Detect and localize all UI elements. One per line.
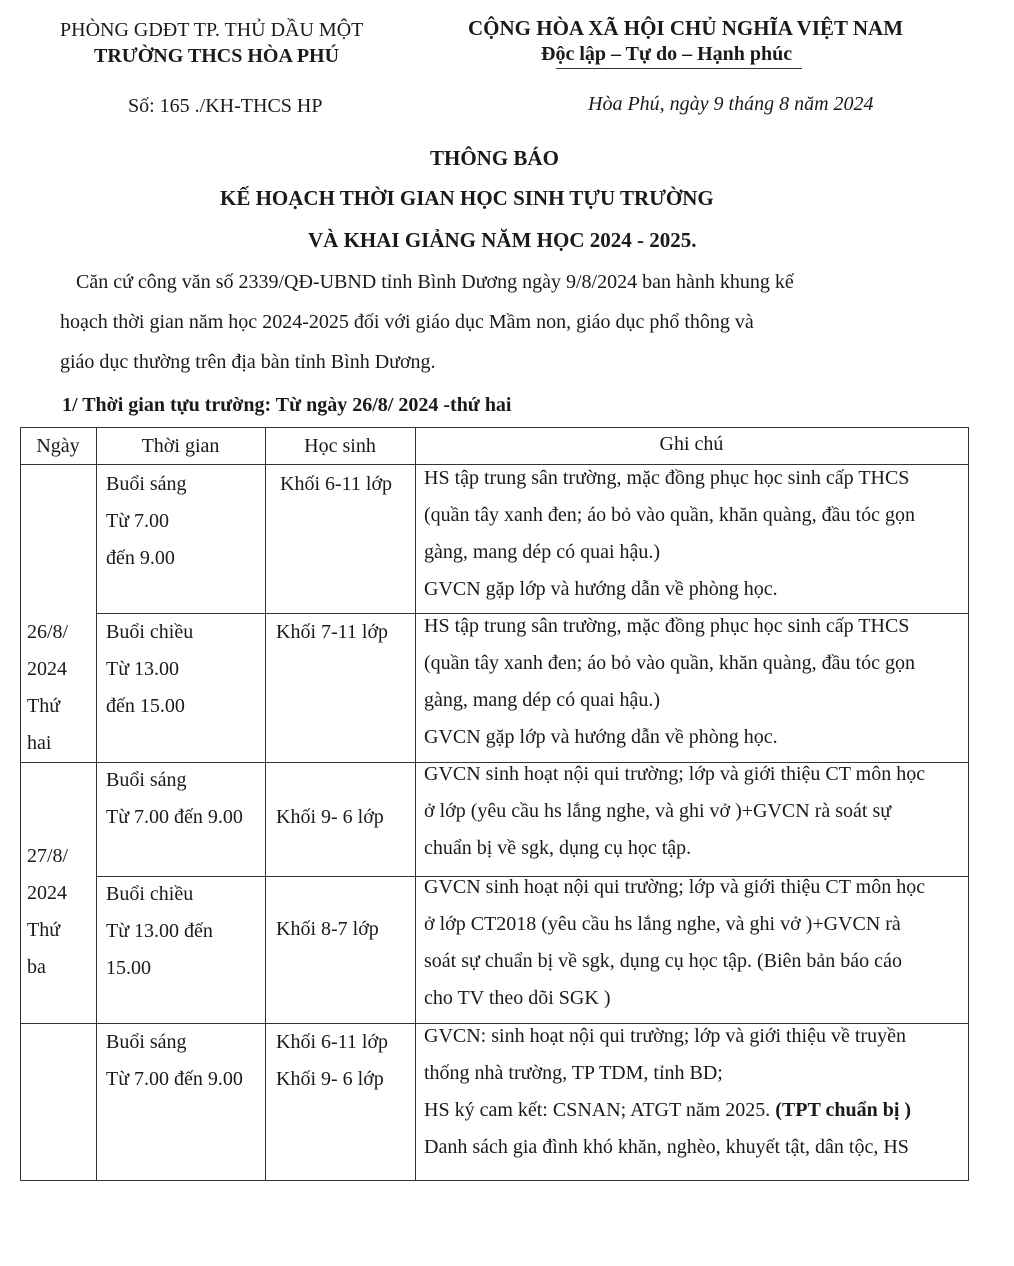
notes-cell: GVCN: sinh hoạt nội qui trường; lớp và giới thiệu về truyền thống nhà trường, TP TDM, tỉnh BD; HS ký cam kết: CSNAN; ATGT năm 2025. (TPT chuẩn bị ) Danh sách gia đình khó khăn, nghèo, khuyết tật, dân tộc, HS xyxy=(424,1025,912,1158)
table-border xyxy=(20,427,21,1181)
intro-line: hoạch thời gian năm học 2024-2025 đối với giáo dục Mầm non, giáo dục phổ thông và xyxy=(60,311,754,333)
notes-cell: HS tập trung sân trường, mặc đồng phục học sinh cấp THCS (quần tây xanh đen; áo bỏ vào quần, khăn quàng, đầu tóc gọn gàng, mang dép có quai hậu.) GVCN gặp lớp và hướng dẫn về phòng học. xyxy=(424,615,915,748)
issuer-agency: PHÒNG GDĐT TP. THỦ DẦU MỘT xyxy=(60,19,364,41)
document-subtitle-1: KẾ HOẠCH THỜI GIAN HỌC SINH TỰU TRƯỜNG xyxy=(220,186,714,210)
document-title: THÔNG BÁO xyxy=(430,146,559,170)
intro-line: giáo dục thường trên địa bàn tỉnh Bình Dương. xyxy=(60,351,436,373)
motto-underline xyxy=(556,68,802,69)
notes-cell: HS tập trung sân trường, mặc đồng phục học sinh cấp THCS (quần tây xanh đen; áo bỏ vào quần, khăn quàng, đầu tóc gọn gàng, mang dép có quai hậu.) GVCN gặp lớp và hướng dẫn về phòng học. xyxy=(424,467,915,600)
document-number: Số: 165 ./KH-THCS HP xyxy=(128,95,323,117)
notes-cell: GVCN sinh hoạt nội qui trường; lớp và giới thiệu CT môn học ở lớp CT2018 (yêu cầu hs lắng nghe, và ghi vở )+GVCN rà soát sự chuẩn bị về sgk, dụng cụ học tập. (Biên bản báo cáo cho TV theo dõi SGK ) xyxy=(424,876,926,1009)
notes-line-with-bold: HS ký cam kết: CSNAN; ATGT năm 2025. (TPT chuẩn bị ) xyxy=(424,1099,912,1121)
students-cell: Khối 6-11 lớp xyxy=(280,473,393,495)
table-border xyxy=(20,1180,969,1181)
table-border xyxy=(968,427,969,1181)
date-cell: 26/8/ 2024 Thứ hai xyxy=(27,621,69,754)
table-border xyxy=(265,427,266,1181)
students-cell: Khối 6-11 lớp Khối 9- 6 lớp xyxy=(276,1031,389,1090)
table-border xyxy=(96,427,97,1181)
intro-line: Căn cứ công văn số 2339/QĐ-UBND tỉnh Bình Dương ngày 9/8/2024 ban hành khung kế xyxy=(76,271,794,293)
time-cell: Buổi sáng Từ 7.00 đến 9.00 xyxy=(106,1031,243,1090)
table-border xyxy=(415,427,416,1181)
time-cell: Buổi sáng Từ 7.00 đến 9.00 xyxy=(106,769,243,828)
document-subtitle-2: VÀ KHAI GIẢNG NĂM HỌC 2024 - 2025. xyxy=(308,228,697,252)
column-header-students: Học sinh xyxy=(304,435,376,457)
national-title: CỘNG HÒA XÃ HỘI CHỦ NGHĨA VIỆT NAM xyxy=(468,16,904,40)
section-heading: 1/ Thời gian tựu trường: Từ ngày 26/8/ 2024 -thứ hai xyxy=(62,394,512,416)
time-cell: Buổi chiều Từ 13.00 đến 15.00 xyxy=(106,883,213,979)
column-header-time: Thời gian xyxy=(141,435,220,457)
place-date: Hòa Phú, ngày 9 tháng 8 năm 2024 xyxy=(588,93,874,115)
date-cell: 27/8/ 2024 Thứ ba xyxy=(27,845,69,978)
national-motto: Độc lập – Tự do – Hạnh phúc xyxy=(541,43,793,65)
time-cell: Buổi sáng Từ 7.00 đến 9.00 xyxy=(106,473,187,569)
students-cell: Khối 8-7 lớp xyxy=(276,918,379,940)
students-cell: Khối 9- 6 lớp xyxy=(276,806,384,828)
column-header-date: Ngày xyxy=(36,435,80,457)
responsible-note: (TPT chuẩn bị ) xyxy=(775,1099,912,1121)
notes-cell: GVCN sinh hoạt nội qui trường; lớp và giới thiệu CT môn học ở lớp (yêu cầu hs lắng nghe, và ghi vở )+GVCN rà soát sự chuẩn bị về sgk, dụng cụ học tập. xyxy=(424,763,926,859)
column-header-notes: Ghi chú xyxy=(659,433,724,455)
students-cell: Khối 7-11 lớp xyxy=(276,621,389,643)
time-cell: Buổi chiều Từ 13.00 đến 15.00 xyxy=(106,621,194,717)
intro-paragraph xyxy=(60,262,940,382)
issuer-school: TRƯỜNG THCS HÒA PHÚ xyxy=(94,45,340,67)
